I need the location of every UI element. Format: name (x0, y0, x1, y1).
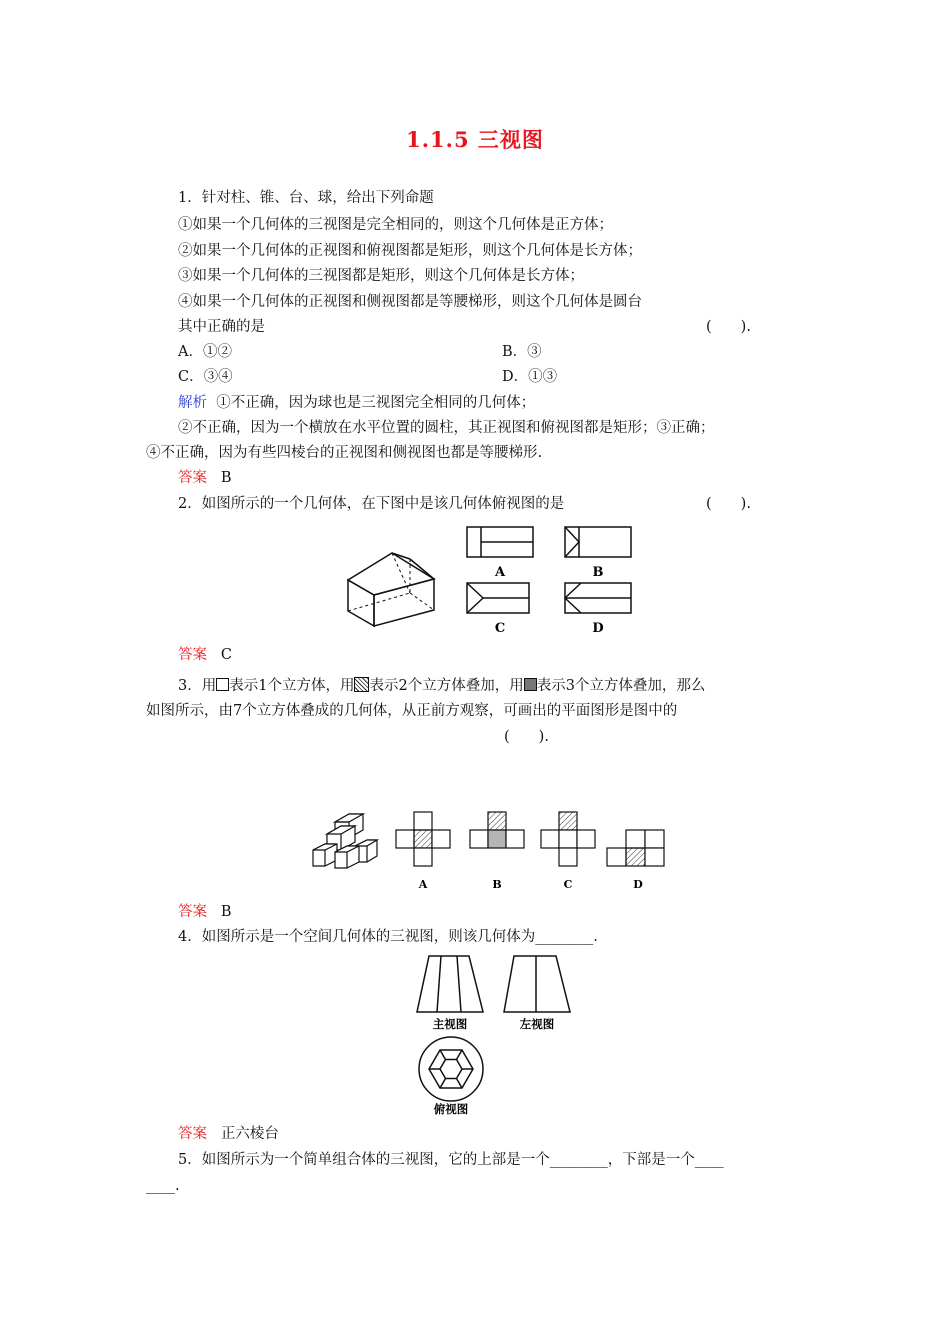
q4-left-view-figure (500, 952, 578, 1034)
q3-label-b: B (492, 878, 502, 891)
q2-stem: 2．如图所示的一个几何体，在下图中是该几何体俯视图的是 (178, 496, 565, 512)
q1-item-1: ①如果一个几何体的三视图是完全相同的，则这个几何体是正方体； (178, 217, 613, 233)
q1-option-a: A．①② (178, 344, 232, 360)
q1-stem: 1．针对柱、锥、台、球，给出下列命题 (178, 190, 434, 206)
q4-top-view-figure (412, 1036, 490, 1118)
q5-line-1: 5．如图所示为一个简单组合体的三视图，它的上部是一个________，下部是一个____ (178, 1152, 724, 1168)
gray-square-icon (524, 678, 537, 691)
q3-label-d: D (633, 878, 643, 891)
q4-left-view-label: 左视图 (519, 1017, 555, 1031)
q3-text-3: 表示2个立方体叠加，用 (369, 678, 524, 694)
q2-option-a-figure (463, 524, 537, 580)
q1-option-b: B．③ (502, 344, 542, 360)
q2-option-d-figure (561, 580, 635, 636)
q1-item-3: ③如果一个几何体的三视图都是矩形，则这个几何体是长方体； (178, 268, 584, 284)
q4-answer-label: 答案 (178, 1126, 207, 1142)
q4-front-view-figure (413, 952, 491, 1034)
q3-option-b-figure (466, 808, 530, 894)
q3-answer-label: 答案 (178, 904, 207, 920)
q1-answer-label: 答案 (178, 470, 207, 486)
q1-item-2: ②如果一个几何体的正视图和俯视图都是矩形，则这个几何体是长方体； (178, 243, 642, 259)
q3-stacked-cubes-figure (305, 808, 383, 876)
q4-front-view-label: 主视图 (432, 1017, 468, 1031)
page-title: 1.1.5 三视图 (406, 127, 544, 152)
q3-answer-blank: ( ). (504, 729, 549, 745)
q1-item-4: ④如果一个几何体的正视图和侧视图都是等腰梯形，则这个几何体是圆台 (178, 294, 642, 310)
q2-label-d: D (592, 621, 604, 636)
q3-option-d-figure (604, 808, 670, 894)
q1-analysis-2: ②不正确，因为一个横放在水平位置的圆柱，其正视图和俯视图都是矩形；③正确； (178, 420, 715, 436)
q3-option-c-figure (537, 808, 601, 894)
q2-label-a: A (494, 565, 506, 580)
q2-label-c: C (494, 621, 506, 636)
q3-answer: B (220, 904, 232, 920)
q3-line-2: 如图所示，由7个立方体叠成的几何体，从正前方观察，可画出的平面图形是图中的 (146, 703, 678, 719)
q3-label-c: C (563, 878, 573, 891)
q4-top-view-label: 俯视图 (433, 1102, 469, 1116)
hatched-square-icon (354, 677, 369, 692)
q5-line-2: ____. (146, 1178, 180, 1194)
q1-answer-blank: ( ). (706, 319, 751, 335)
q2-answer: C (220, 647, 232, 663)
q1-option-c: C．③④ (178, 369, 233, 385)
q2-answer-blank: ( ). (706, 496, 751, 512)
q3-text-4: 表示3个立方体叠加，那么 (536, 678, 706, 694)
q2-option-c-figure (463, 580, 537, 636)
single-cube-square-icon (216, 678, 229, 691)
q3-text-1: 3．用 (178, 678, 217, 694)
q3-option-a-figure (392, 808, 456, 894)
q1-analysis-1: ①不正确，因为球也是三视图完全相同的几何体； (216, 395, 536, 411)
q1-analysis-label: 解析 (178, 395, 207, 411)
q3-text-2: 表示1个立方体，用 (229, 678, 355, 694)
q2-option-b-figure (561, 524, 635, 580)
q1-option-d: D．①③ (502, 369, 558, 385)
q4-stem: 4．如图所示是一个空间几何体的三视图，则该几何体为________. (178, 929, 598, 945)
q4-answer: 正六棱台 (220, 1126, 279, 1142)
q1-answer: B (220, 470, 232, 486)
q2-answer-label: 答案 (178, 647, 207, 663)
q1-which: 其中正确的是 (178, 319, 265, 335)
q2-house-solid-figure (340, 546, 440, 630)
q1-analysis-3: ④不正确，因为有些四棱台的正视图和侧视图也都是等腰梯形. (146, 445, 543, 461)
q2-label-b: B (592, 565, 604, 580)
q3-label-a: A (418, 878, 428, 891)
